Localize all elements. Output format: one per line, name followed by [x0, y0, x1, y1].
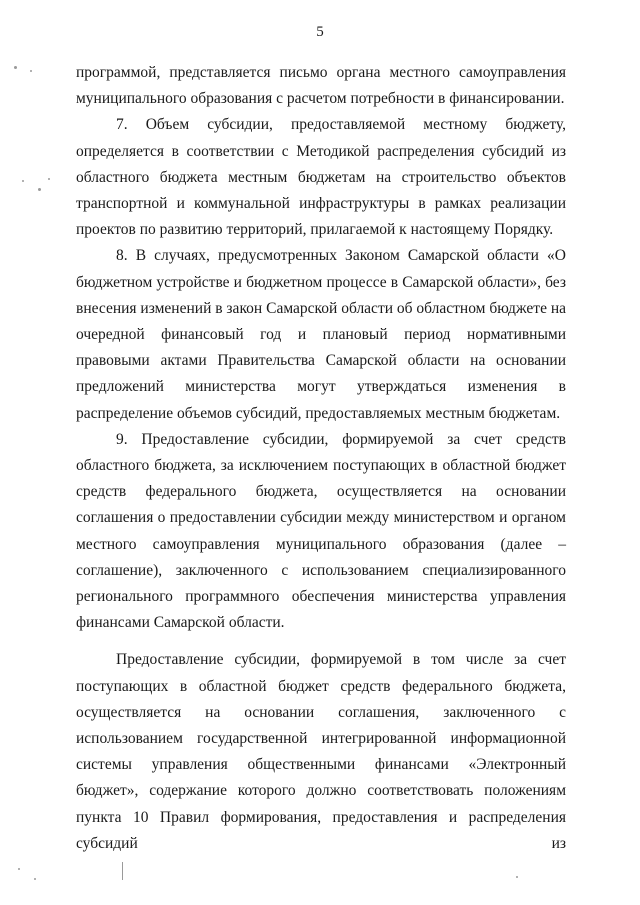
scan-speck — [14, 66, 17, 69]
scan-speck — [30, 70, 32, 72]
page-number: 5 — [316, 24, 324, 40]
paragraph-item-7: 7. Объем субсидии, предоставляемой местному бюджету, определяется в соответствии с Методикой распределения субсидий из областного бюджета местным бюджетам на строительство объектов транспортной и коммунальной инфраструктуры в рамках реализации проектов по развитию территорий, прилагаемой к настоящему Порядку. — [76, 116, 566, 239]
paragraph-continuation: программой, представляется письмо органа местного самоуправления муниципального образования с расчетом потребности в финансировании. — [76, 64, 566, 108]
scan-speck — [122, 862, 123, 880]
paragraph-item-9: 9. Предоставление субсидии, формируемой за счет средств областного бюджета, за исключением поступающих в областной бюджет средств федерального бюджета, осуществляется на основании соглашения о предоставлении субсидии между министерством и органом местного самоуправления муниципального образования (далее – соглашение), заключенного с использованием специализированного регионального программного обеспечения министерства управления финансами Самарской области. — [76, 430, 566, 632]
scan-speck — [22, 180, 24, 182]
document-body — [76, 60, 566, 857]
scan-speck — [34, 878, 36, 880]
scan-speck — [18, 868, 20, 870]
scan-speck — [516, 876, 518, 878]
paragraph-subsidy-provision: Предоставление субсидии, формируемой в том числе за счет поступающих в областной бюджет средств федерального бюджета, осуществляется на основании соглашения, заключенного с использованием государственной интегрированной информационной системы управления общественными финансами «Электронный бюджет», содержание которого должно соответствовать положениям пункта 10 Правил формирования, предоставления и распределения субсидий из — [76, 651, 566, 852]
paragraph-item-8: 8. В случаях, предусмотренных Законом Самарской области «О бюджетном устройстве и бюджетном процессе в Самарской области», без внесения изменений в закон Самарской области об областном бюджете на очередной финансовый год и плановый период нормативными правовыми актами Правительства Самарской области на основании предложений министерства могут утверждаться изменения в распределение объемов субсидий, предоставляемых местным бюджетам. — [76, 247, 566, 422]
scan-speck — [38, 188, 41, 191]
scan-speck — [48, 178, 50, 180]
